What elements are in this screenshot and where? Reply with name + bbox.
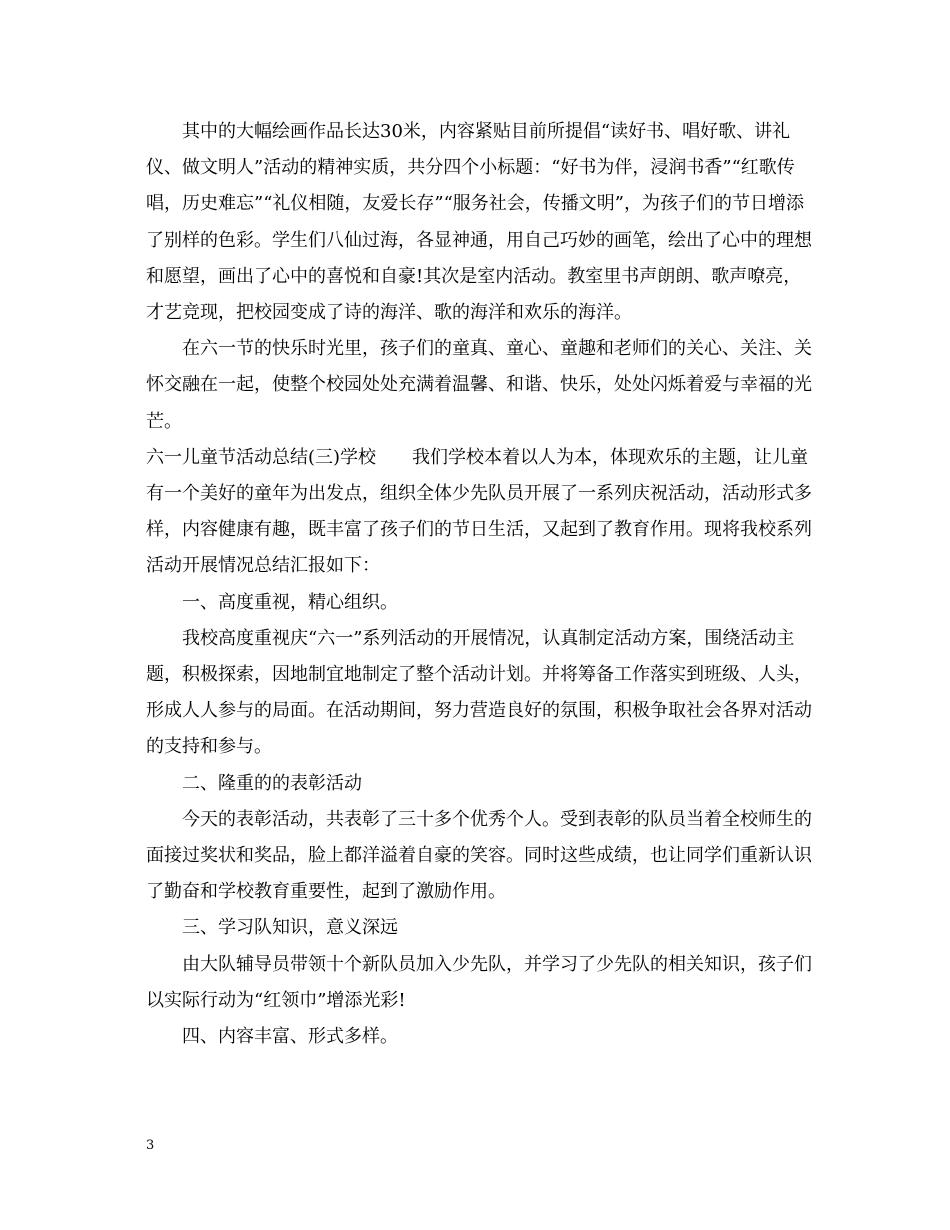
paragraph-drawing-activity: 其中的大幅绘画作品长达30米，内容紧贴目前所提倡“读好书、唱好歌、讲礼仪、做文明人”活动的精神实质，共分四个小标题：“好书为伴，浸润书香”“红歌传唱，历史难忘”“礼仪相随，友爱长存”“服务社会，传播文明”，为孩子们的节日增添了别样的色彩。学生们八仙过海，各显神通，用自己巧妙的画笔，绘出了心中的理想和愿望，画出了心中的喜悦和自豪!其次是室内活动。教室里书声朗朗、歌声嘹亮，才艺竞现，把校园变成了诗的海洋、歌的海洋和欢乐的海洋。 xyxy=(146,121,812,324)
paragraph-commendation: 今天的表彰活动，共表彰了三十多个优秀个人。受到表彰的队员当着全校师生的面接过奖状和奖品，脸上都洋溢着自豪的笑容。同时这些成绩，也让同学们重新认识了勤奋和学校教育重要性，起到了激励作用。 xyxy=(146,808,812,903)
section-heading-four: 四、内容丰富、形式多样。 xyxy=(182,1026,398,1048)
section-heading-two: 二、隆重的的表彰活动 xyxy=(182,772,362,794)
paragraph-organization: 我校高度重视庆“六一”系列活动的开展情况，认真制定活动方案，围绕活动主题，积极探索，因地制宜地制定了整个活动计划。并将筹备工作落实到班级、人头，形成人人参与的局面。在活动期间，努力营造良好的氛围，积极争取社会各界对活动的支持和参与。 xyxy=(146,627,812,758)
paragraph-summary-three-intro: 六一儿童节活动总结(三)学校 我们学校本着以人为本，体现欢乐的主题，让儿童有一个美好的童年为出发点，组织全体少先队员开展了一系列庆祝活动，活动形式多样，内容健康有趣，既丰富了孩子们的节日生活，又起到了教育作用。现将我校系列活动开展情况总结汇报如下： xyxy=(146,446,812,577)
document-body xyxy=(146,114,814,1055)
paragraph-childrens-day-joy: 在六一节的快乐时光里，孩子们的童真、童心、童趣和老师们的关心、关注、关怀交融在一起，使整个校园处处充满着温馨、和谐、快乐，处处闪烁着爱与幸福的光芒。 xyxy=(146,338,812,432)
page-number: 3 xyxy=(146,1138,155,1153)
section-heading-three: 三、学习队知识，意义深远 xyxy=(182,917,398,939)
paragraph-pioneer-knowledge: 由大队辅导员带领十个新队员加入少先队，并学习了少先队的相关知识，孩子们以实际行动为“红领巾”增添光彩! xyxy=(146,953,812,1011)
section-heading-one: 一、高度重视，精心组织。 xyxy=(182,591,398,613)
